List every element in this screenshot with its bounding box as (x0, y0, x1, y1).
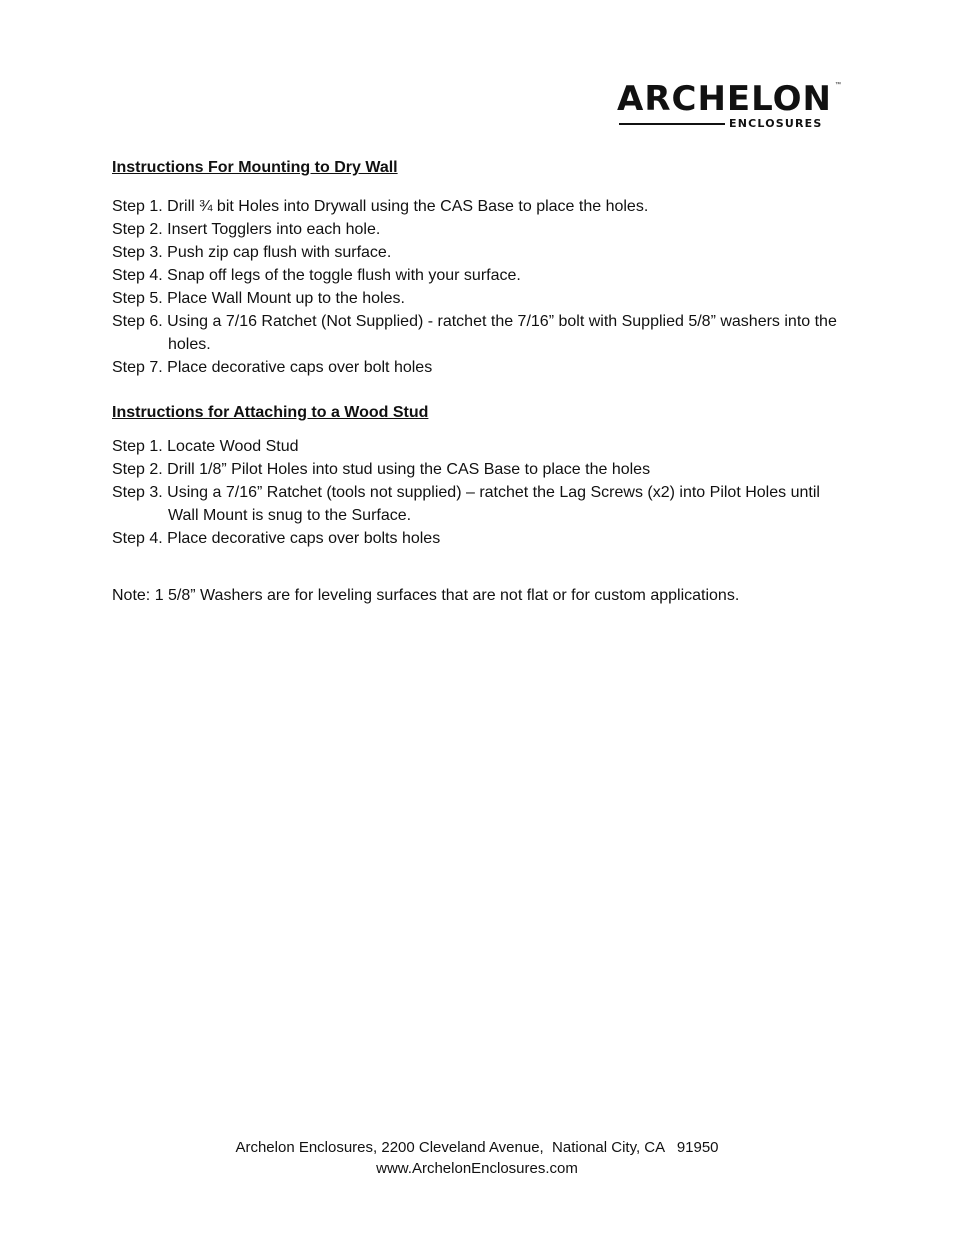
drywall-step-3: Step 3. Push zip cap flush with surface. (112, 244, 392, 261)
drywall-heading: Instructions For Mounting to Dry Wall (112, 159, 398, 176)
drywall-steps (112, 195, 852, 379)
wood-stud-step-3: Step 3. Using a 7/16” Ratchet (tools not supplied) – ratchet the Lag Screws (x2) into Pilot Holes until Wall Mount is snug to the Surface. (112, 484, 820, 524)
document-body (112, 156, 852, 607)
page-footer (0, 1137, 954, 1179)
logo-rule (619, 123, 725, 125)
drywall-step-2: Step 2. Insert Togglers into each hole. (112, 221, 381, 238)
footer-website: www.ArchelonEnclosures.com (376, 1160, 578, 1177)
drywall-section (112, 156, 852, 379)
logo-wordmark: ARCHELON (617, 79, 832, 119)
drywall-step-7: Step 7. Place decorative caps over bolt holes (112, 359, 433, 376)
drywall-step-4: Step 4. Snap off legs of the toggle flush with your surface. (112, 267, 521, 284)
archelon-logo (617, 80, 843, 132)
logo-subtitle: ENCLOSURES (729, 117, 823, 130)
wood-stud-steps (112, 435, 852, 550)
drywall-step-6: Step 6. Using a 7/16 Ratchet (Not Supplied) - ratchet the 7/16” bolt with Supplied 5/8” washers into the holes. (112, 313, 837, 353)
drywall-step-1: Step 1. Drill ¾ bit Holes into Drywall using the CAS Base to place the holes. (112, 198, 649, 215)
logo-trademark: ™ (835, 82, 841, 88)
footer-address: Archelon Enclosures, 2200 Cleveland Avenue, National City, CA 91950 (235, 1139, 719, 1156)
wood-stud-step-2: Step 2. Drill 1/8” Pilot Holes into stud using the CAS Base to place the holes (112, 461, 651, 478)
wood-stud-step-4: Step 4. Place decorative caps over bolts holes (112, 530, 441, 547)
drywall-step-5: Step 5. Place Wall Mount up to the holes. (112, 290, 405, 307)
wood-stud-section (112, 401, 852, 550)
wood-stud-heading: Instructions for Attaching to a Wood Stud (112, 404, 429, 421)
wood-stud-step-1: Step 1. Locate Wood Stud (112, 438, 299, 455)
washer-note: Note: 1 5/8” Washers are for leveling surfaces that are not flat or for custom applications. (112, 587, 740, 604)
